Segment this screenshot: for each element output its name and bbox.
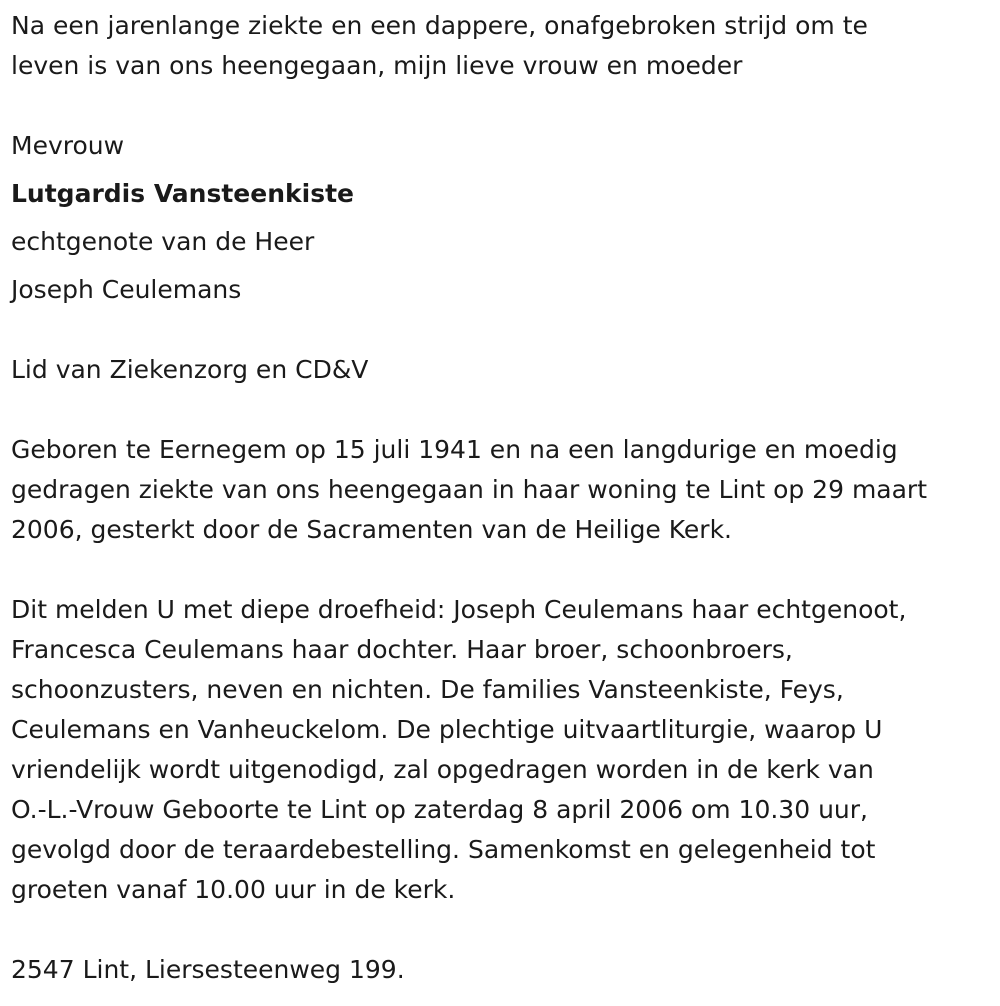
intro-line-2: leven is van ons heengegaan, mijn lieve vrouw en moeder <box>11 51 743 80</box>
membership: Lid van Ziekenzorg en CD&V <box>11 355 369 384</box>
deceased-name: Lutgardis Vansteenkiste <box>11 179 354 208</box>
intro-line-1: Na een jarenlange ziekte en een dappere, onafgebroken strijd om te <box>11 11 868 40</box>
birth-death-line-3: 2006, gesterkt door de Sacramenten van de Heilige Kerk. <box>11 515 732 544</box>
birth-death-line-1: Geboren te Eernegem op 15 juli 1941 en na een langdurige en moedig <box>11 435 898 464</box>
announcement-line-3: schoonzusters, neven en nichten. De families Vansteenkiste, Feys, <box>11 675 844 704</box>
announcement-line-8: groeten vanaf 10.00 uur in de kerk. <box>11 875 456 904</box>
announcement-line-4: Ceulemans en Vanheuckelom. De plechtige uitvaartliturgie, waarop U <box>11 715 883 744</box>
birth-death-line-2: gedragen ziekte van ons heengegaan in haar woning te Lint op 29 maart <box>11 475 928 504</box>
address: 2547 Lint, Liersesteenweg 199. <box>11 955 405 984</box>
salutation: Mevrouw <box>11 131 125 160</box>
announcement-line-6: O.-L.-Vrouw Geboorte te Lint op zaterdag 8 april 2006 om 10.30 uur, <box>11 795 868 824</box>
announcement-line-2: Francesca Ceulemans haar dochter. Haar broer, schoonbroers, <box>11 635 793 664</box>
announcement-line-1: Dit melden U met diepe droefheid: Joseph Ceulemans haar echtgenoot, <box>11 595 907 624</box>
spouse-prefix: echtgenote van de Heer <box>11 227 315 256</box>
announcement-line-5: vriendelijk wordt uitgenodigd, zal opgedragen worden in de kerk van <box>11 755 874 784</box>
spouse-name: Joseph Ceulemans <box>11 275 242 304</box>
announcement-line-7: gevolgd door de teraardebestelling. Samenkomst en gelegenheid tot <box>11 835 876 864</box>
